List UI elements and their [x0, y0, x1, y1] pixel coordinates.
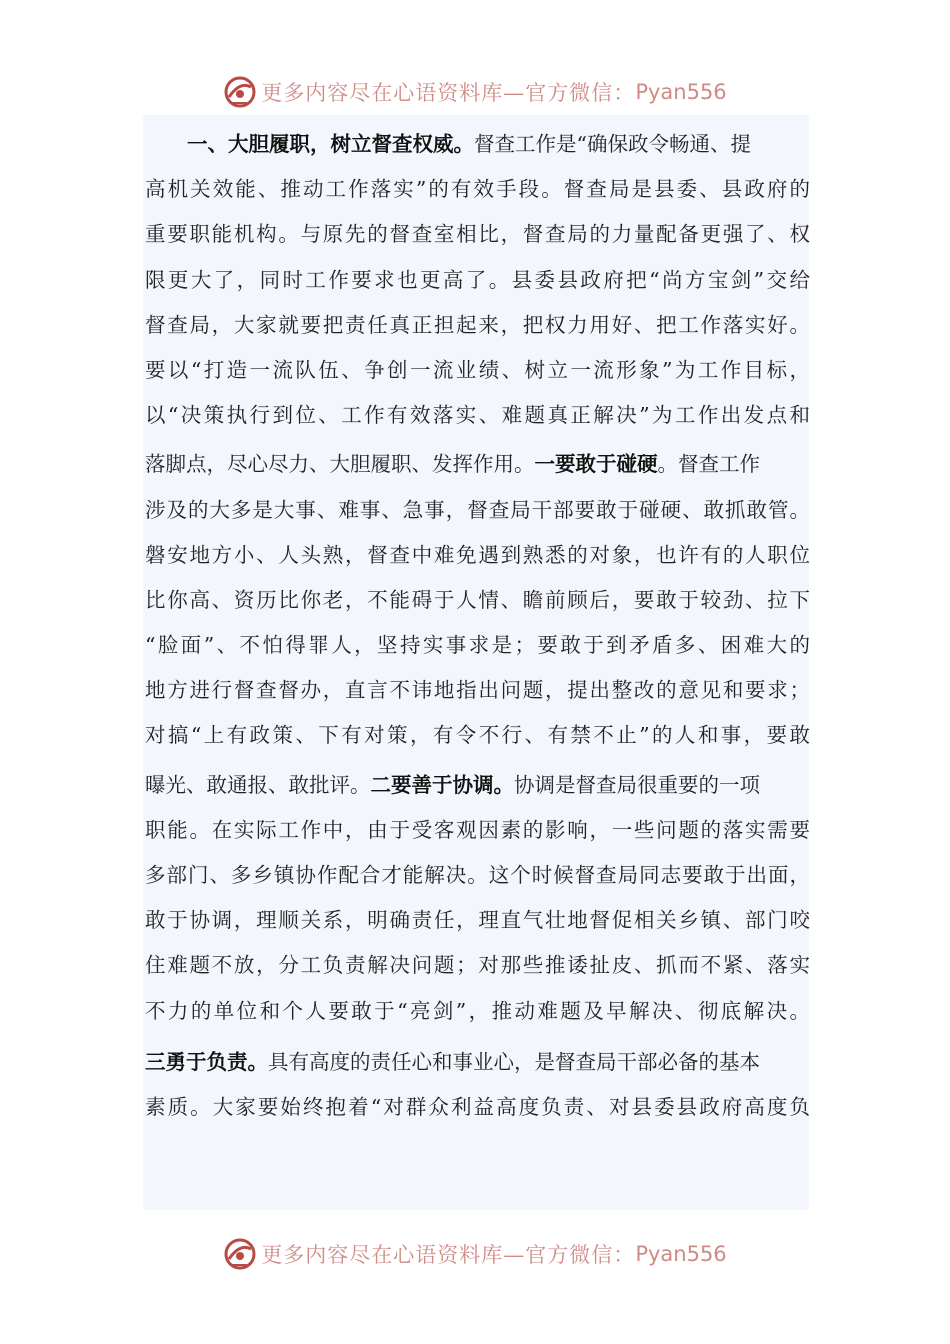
- text-span: 督查工作是“确保政令畅通、提: [474, 132, 751, 156]
- text-line: 职能。在实际工作中，由于受客观因素的影响，一些问题的落实需要: [145, 817, 810, 842]
- brand-logo-icon: [223, 75, 257, 109]
- subheading-2: 二要善于协调。: [370, 772, 514, 797]
- text-line: [145, 122, 810, 167]
- text-line: 不力的单位和个人要敢于“亮剑”，推动难题及早解决、彻底解决。: [145, 998, 810, 1023]
- footer-banner: [0, 1234, 950, 1274]
- text-span: 曝光、敢通报、敢批评。: [145, 772, 371, 797]
- text-line: 限更大了，同时工作要求也更高了。县委县政府把“尚方宝剑”交给: [145, 267, 810, 292]
- text-line: “脸面”、不怕得罪人，坚持实事求是；要敢于到矛盾多、困难大的: [145, 633, 810, 658]
- text-line: 敢于协调，理顺关系，明确责任，理直气壮地督促相关乡镇、部门咬: [145, 908, 810, 933]
- text-span: 落脚点，尽心尽力、大胆履职、发挥作用。: [145, 452, 535, 477]
- brand-logo-icon: [223, 1237, 257, 1271]
- header-banner-text: 更多内容尽在心语资料库—官方微信：: [261, 81, 636, 105]
- text-span: 。督查工作: [657, 452, 760, 477]
- text-line: [145, 442, 810, 487]
- text-line: 高机关效能、推动工作落实”的有效手段。督查局是县委、县政府的: [145, 177, 810, 202]
- text-line: 素质。大家要始终抱着“对群众利益高度负责、对县委县政府高度负: [145, 1094, 810, 1119]
- text-line: 地方进行督查督办，直言不讳地指出问题，提出整改的意见和要求；: [145, 678, 810, 703]
- text-line: 磐安地方小、人头熟，督查中难免遇到熟悉的对象，也许有的人职位: [145, 542, 810, 567]
- document-body: [145, 122, 810, 1130]
- text-line: 重要职能机构。与原先的督查室相比，督查局的力量配备更强了、权: [145, 222, 810, 247]
- text-line: 多部门、多乡镇协作配合才能解决。这个时候督查局同志要敢于出面，: [145, 863, 810, 887]
- text-line: 要以“打造一流队伍、争创一流业绩、树立一流形象”为工作目标，: [145, 357, 810, 382]
- text-line: 督查局，大家就要把责任真正担起来，把权力用好、把工作落实好。: [145, 312, 810, 337]
- footer-banner-text: 更多内容尽在心语资料库—官方微信：: [261, 1243, 636, 1267]
- header-banner: [0, 72, 950, 112]
- text-line: 比你高、资历比你老，不能碍于人情、瞻前顾后，要敢于较劲、拉下: [145, 587, 810, 612]
- footer-banner-wechat-id: Pyan556: [635, 1242, 727, 1266]
- text-span: 协调是督查局很重要的一项: [514, 772, 760, 797]
- subheading-3: 三勇于负责。: [145, 1049, 268, 1074]
- text-line: 对搞“上有政策、下有对策，有令不行、有禁不止”的人和事，要敢: [145, 723, 810, 748]
- text-line: 以“决策执行到位、工作有效落实、难题真正解决”为工作出发点和: [145, 403, 810, 428]
- section-heading-1: 一、大胆履职，树立督查权威。: [187, 132, 474, 156]
- subheading-1: 一要敢于碰硬: [534, 452, 658, 477]
- text-line: 住难题不放，分工负责解决问题；对那些推诿扯皮、抓而不紧、落实: [145, 953, 810, 978]
- text-span: 具有高度的责任心和事业心，是督查局干部必备的基本: [268, 1049, 760, 1074]
- text-line: [145, 1040, 810, 1085]
- header-banner-wechat-id: Pyan556: [635, 80, 727, 104]
- text-line: 涉及的大多是大事、难事、急事，督查局干部要敢于碰硬、敢抓敢管。: [145, 497, 810, 522]
- text-line: [145, 763, 810, 808]
